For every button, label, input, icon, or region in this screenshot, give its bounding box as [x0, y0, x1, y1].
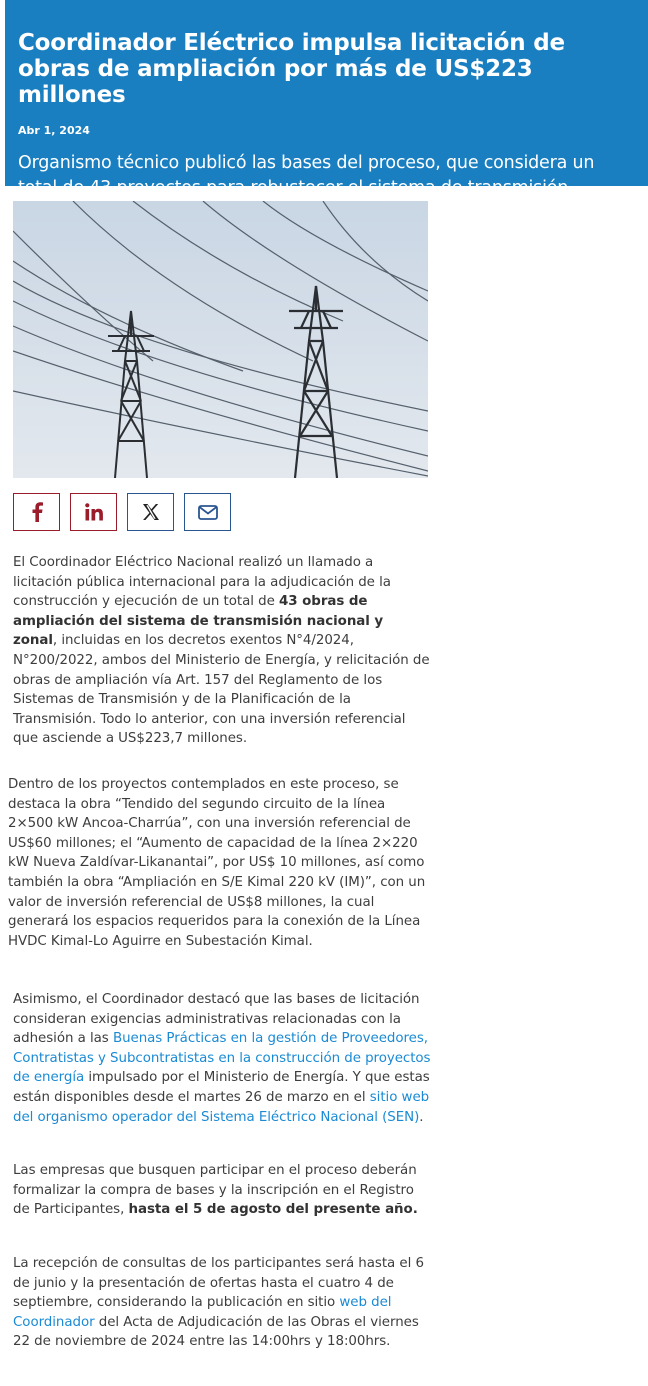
- article-paragraph-1: [13, 553, 431, 749]
- article-paragraph-4: [13, 1161, 431, 1220]
- good-practices-link[interactable]: Buenas Prácticas en la gestión de Proveedores, Contratistas y Subcontratistas en la construcción de proyectos de energía: [13, 1031, 431, 1086]
- p3-text-b: impulsado por el Ministerio de Energía. Y que estas están disponibles desde el martes 26 de marzo en el: [13, 1070, 430, 1105]
- power-lines-photo: [13, 201, 428, 478]
- share-bar: [13, 493, 231, 531]
- linkedin-icon: [85, 503, 103, 521]
- facebook-icon: [31, 502, 43, 522]
- p3-text-a: Asimismo, el Coordinador destacó que las bases de licitación consideran exigencias administrativas relacionadas con la adhesión a las: [13, 992, 420, 1047]
- p5-text-b: del Acta de Adjudicación de las Obras el viernes 22 de noviembre de 2024 entre las 14:00hrs y 18:00hrs.: [13, 1314, 419, 1350]
- article-title: Coordinador Eléctrico impulsa licitación de obras de ampliación por más de US$223 millones: [18, 30, 565, 108]
- p3-text-c: .: [419, 1109, 424, 1125]
- x-share-button[interactable]: [127, 493, 174, 531]
- coordinador-website-link[interactable]: web del Coordinador: [13, 1295, 392, 1330]
- article-date: Abr 1, 2024: [18, 124, 90, 137]
- article-header: [5, 0, 648, 198]
- p1-bold: 43 obras de ampliación del sistema de transmisión nacional y zonal: [13, 594, 384, 649]
- article-paragraph-2: Dentro de los proyectos contemplados en este proceso, se destaca la obra “Tendido del segundo circuito de la línea 2×500 kW Ancoa-Charrúa”, con una inversión referencial de US$60 millones; el “Aumento de capacidad de la línea 2×220 kW Nueva Zaldívar-Likanantai”, por US$ 10 millones, así como también la obra “Ampliación en S/E Kimal 220 kV (IM)”, con un valor de inversión referencial de US$8 millones, la cual generará los espacios requeridos para la conexión de la Línea HVDC Kimal-Lo Aguirre en Subestación Kimal.: [8, 777, 426, 949]
- article-paragraph-5: [13, 1254, 431, 1352]
- p4-text-a: Las empresas que busquen participar en el proceso deberán formalizar la compra de bases y la inscripción en el Registro de Participantes,: [13, 1163, 417, 1218]
- email-share-button[interactable]: [184, 493, 231, 531]
- p1-text-c: , incluidas en los decretos exentos N°4/2024, N°200/2022, ambos del Ministerio de Energía, y relicitación de obras de ampliación vía Art. 157 del Reglamento de los Sistemas de Transmisión y de la Planificación de la Transmisión. Todo lo anterior, con una inversión referencial que asciende a US$223,7 millones.: [13, 633, 430, 747]
- email-icon: [198, 505, 218, 520]
- article-lede: Organismo técnico publicó las bases del proceso, que considera un total de 43 proyectos para robustecer el sistema de transmisión.: [18, 153, 595, 198]
- p5-text-a: La recepción de consultas de los participantes será hasta el 6 de junio y la presentación de ofertas hasta el cuatro 4 de septiembre, considerando la publicación en sitio: [13, 1256, 424, 1311]
- sen-website-link[interactable]: sitio web del organismo operador del Sistema Eléctrico Nacional (SEN): [13, 1089, 430, 1125]
- x-icon: [142, 503, 160, 521]
- p4-bold: hasta el 5 de agosto del presente año.: [128, 1202, 418, 1218]
- facebook-share-button[interactable]: [13, 493, 60, 531]
- article-paragraph-3: [13, 990, 431, 1127]
- p1-text-a: El Coordinador Eléctrico Nacional realizó un llamado a licitación pública internacional para la adjudicación de la construcción y ejecución de un total de: [13, 555, 391, 610]
- linkedin-share-button[interactable]: [70, 493, 117, 531]
